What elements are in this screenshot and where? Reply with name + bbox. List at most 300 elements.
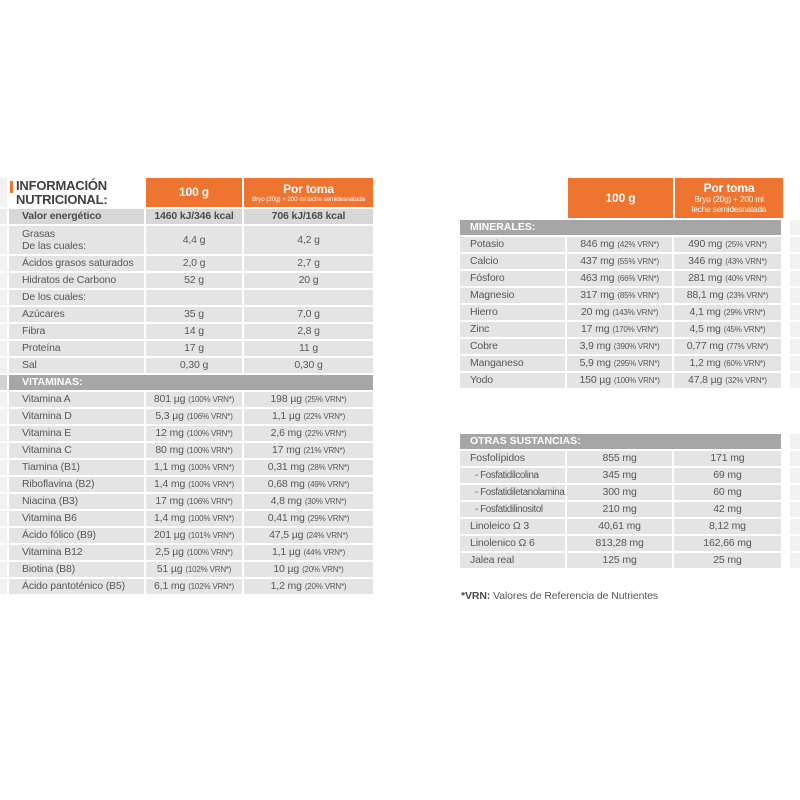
column-spacer bbox=[783, 237, 788, 252]
value-text: 4,5 mg bbox=[689, 323, 721, 336]
table-row bbox=[0, 511, 375, 526]
column-spacer bbox=[783, 485, 788, 500]
value-100g bbox=[567, 502, 671, 517]
value-por-toma bbox=[244, 290, 373, 305]
value-100g bbox=[146, 209, 242, 224]
value-text: 846 mg bbox=[580, 238, 615, 251]
vrn-percent: (295% VRN*) bbox=[613, 358, 660, 368]
value-por-toma bbox=[674, 322, 781, 337]
table-row bbox=[460, 502, 800, 517]
value-100g bbox=[146, 426, 242, 441]
por-toma-subtitle-line2: leche semidesnatada bbox=[691, 203, 767, 214]
orange-accent-bar bbox=[10, 181, 13, 193]
row-label: Vitamina B6 bbox=[9, 511, 144, 526]
minerals-section bbox=[460, 220, 800, 388]
other-substances-section bbox=[460, 434, 800, 568]
row-edge-strip bbox=[0, 409, 7, 424]
vrn-percent: (55% VRN*) bbox=[617, 256, 659, 266]
value-100g bbox=[146, 290, 242, 305]
value-text: 1,2 mg bbox=[270, 580, 302, 593]
row-label: Biotina (B8) bbox=[9, 562, 144, 577]
value-por-toma bbox=[674, 373, 781, 388]
vrn-footnote bbox=[460, 590, 800, 602]
row-label: Vitamina A bbox=[9, 392, 144, 407]
table-row bbox=[460, 322, 800, 337]
value-text: 346 mg bbox=[688, 255, 723, 268]
value-text: 2,5 µg bbox=[155, 546, 184, 559]
table-row bbox=[460, 519, 800, 534]
column-spacer bbox=[783, 373, 788, 388]
table-row bbox=[0, 256, 375, 271]
value-100g bbox=[146, 358, 242, 373]
column-spacer bbox=[783, 536, 788, 551]
value-text: 4,8 mg bbox=[270, 495, 302, 508]
left-header-row bbox=[0, 178, 375, 207]
value-text: 69 mg bbox=[713, 469, 742, 482]
value-text: 1,4 mg bbox=[153, 478, 186, 491]
vrn-percent: (45% VRN*) bbox=[723, 324, 766, 334]
value-text: 10 µg bbox=[273, 563, 300, 576]
vrn-percent: (100% VRN*) bbox=[613, 375, 660, 385]
vrn-percent: (32% VRN*) bbox=[725, 375, 767, 385]
row-edge-strip bbox=[790, 434, 800, 449]
value-por-toma bbox=[244, 426, 373, 441]
value-text: 40,61 mg bbox=[598, 520, 641, 533]
value-100g bbox=[567, 339, 671, 354]
value-text: 12 mg bbox=[155, 427, 184, 440]
value-text: 490 mg bbox=[688, 238, 723, 251]
table-row bbox=[0, 460, 375, 475]
value-por-toma bbox=[674, 288, 781, 303]
value-text: 300 mg bbox=[602, 486, 637, 499]
row-label: Magnesio bbox=[460, 288, 565, 303]
table-row bbox=[460, 254, 800, 269]
vrn-percent: (43% VRN*) bbox=[725, 256, 767, 266]
vrn-percent: (100% VRN*) bbox=[186, 428, 233, 438]
row-edge-strip bbox=[790, 485, 800, 500]
value-text: 1,1 µg bbox=[271, 546, 301, 559]
vrn-percent: (29% VRN*) bbox=[723, 307, 766, 317]
value-100g bbox=[146, 307, 242, 322]
value-100g bbox=[146, 409, 242, 424]
vrn-percent: (44% VRN*) bbox=[303, 547, 346, 557]
row-edge-strip bbox=[790, 254, 800, 269]
row-label: Fósforo bbox=[460, 271, 565, 286]
col-header-por-toma bbox=[244, 178, 373, 207]
row-edge-strip bbox=[0, 256, 7, 271]
column-spacer bbox=[783, 434, 788, 449]
col-header-100g bbox=[146, 178, 242, 207]
row-label: Linolenico Ω 6 bbox=[460, 536, 565, 551]
value-text: 855 mg bbox=[602, 452, 637, 465]
value-100g bbox=[567, 519, 671, 534]
vrn-percent: (42% VRN*) bbox=[617, 239, 659, 249]
value-por-toma bbox=[244, 528, 373, 543]
value-text: 281 mg bbox=[688, 272, 723, 285]
value-por-toma bbox=[674, 536, 781, 551]
vrn-percent: (100% VRN*) bbox=[186, 445, 233, 455]
right-header-row bbox=[460, 178, 800, 218]
vrn-percent: (25% VRN*) bbox=[304, 394, 347, 404]
value-text: 1,4 mg bbox=[153, 512, 186, 525]
row-edge-strip bbox=[790, 305, 800, 320]
table-row bbox=[0, 477, 375, 492]
row-edge-strip bbox=[790, 519, 800, 534]
row-label: - Fosfatidilcolina bbox=[460, 468, 565, 483]
vrn-percent: (20% VRN*) bbox=[302, 564, 344, 574]
value-text: 706 kJ/168 kcal bbox=[271, 210, 346, 223]
row-edge-strip bbox=[790, 468, 800, 483]
table-row bbox=[0, 324, 375, 339]
vrn-percent: (66% VRN*) bbox=[617, 273, 659, 283]
value-text: 0,31 mg bbox=[267, 461, 305, 474]
vrn-percent: (100% VRN*) bbox=[188, 479, 235, 489]
value-text: 88,1 mg bbox=[686, 289, 724, 302]
row-label: Yodo bbox=[460, 373, 565, 388]
value-100g bbox=[146, 324, 242, 339]
table-row bbox=[0, 528, 375, 543]
value-text: 42 mg bbox=[713, 503, 742, 516]
value-text: 2,6 mg bbox=[270, 427, 302, 440]
value-text: 3,9 mg bbox=[579, 340, 611, 353]
value-100g bbox=[567, 305, 671, 320]
nutrition-table-general bbox=[0, 178, 375, 596]
value-100g bbox=[146, 341, 242, 356]
row-edge-strip bbox=[0, 460, 7, 475]
value-por-toma bbox=[244, 562, 373, 577]
por-toma-subtitle-line1: Bryo (20g) + 200 ml bbox=[694, 194, 764, 204]
value-por-toma bbox=[674, 451, 781, 466]
vrn-percent: (106% VRN*) bbox=[186, 411, 233, 421]
value-text: 198 µg bbox=[270, 393, 302, 406]
value-100g bbox=[146, 511, 242, 526]
vrn-percent: (143% VRN*) bbox=[612, 307, 659, 317]
value-text: 125 mg bbox=[602, 554, 637, 567]
value-100g bbox=[146, 562, 242, 577]
row-edge-strip bbox=[0, 226, 7, 254]
row-label-line2: De las cuales: bbox=[22, 240, 86, 252]
row-edge-strip bbox=[790, 271, 800, 286]
row-edge-strip bbox=[0, 290, 7, 305]
value-text: 1,2 mg bbox=[689, 357, 721, 370]
value-text: 1,1 µg bbox=[271, 410, 301, 423]
value-100g bbox=[567, 536, 671, 551]
value-100g bbox=[146, 460, 242, 475]
table-row bbox=[460, 356, 800, 371]
vrn-percent: (102% VRN*) bbox=[185, 564, 232, 574]
value-text: 0,77 mg bbox=[686, 340, 724, 353]
vrn-percent: (77% VRN*) bbox=[726, 341, 769, 351]
vrn-percent: (21% VRN*) bbox=[303, 445, 345, 455]
table-row bbox=[460, 339, 800, 354]
value-text: 5,3 µg bbox=[155, 410, 184, 423]
row-edge-strip bbox=[790, 339, 800, 354]
row-label: Calcio bbox=[460, 254, 565, 269]
value-100g bbox=[146, 477, 242, 492]
title-line2: NUTRICIONAL: bbox=[16, 191, 108, 207]
row-edge-strip bbox=[0, 392, 7, 407]
row-edge-strip bbox=[0, 209, 7, 224]
left-table-rows bbox=[0, 209, 375, 594]
row-label: Vitamina D bbox=[9, 409, 144, 424]
table-row bbox=[0, 443, 375, 458]
table-row bbox=[460, 485, 800, 500]
value-por-toma bbox=[674, 254, 781, 269]
row-label: - Fosfatidiletanolamina bbox=[460, 485, 565, 500]
row-label-line1: Grasas bbox=[22, 227, 55, 240]
col-header-100g-label: 100 g bbox=[605, 190, 636, 205]
row-label: Valor energético bbox=[9, 209, 144, 224]
table-row bbox=[460, 305, 800, 320]
value-text: 11 g bbox=[298, 342, 319, 355]
value-por-toma bbox=[244, 256, 373, 271]
row-label: Hidratos de Carbono bbox=[9, 273, 144, 288]
value-por-toma bbox=[244, 511, 373, 526]
vrn-footnote-abbr: *VRN: bbox=[461, 590, 491, 602]
por-toma-label: Por toma bbox=[283, 181, 334, 196]
table-row bbox=[0, 409, 375, 424]
row-label: Hierro bbox=[460, 305, 565, 320]
row-label: Manganeso bbox=[460, 356, 565, 371]
table-row bbox=[460, 237, 800, 252]
col-header-por-toma bbox=[675, 178, 783, 218]
row-edge-strip bbox=[790, 288, 800, 303]
value-text: 2,7 g bbox=[297, 257, 320, 270]
table-row bbox=[460, 451, 800, 466]
vrn-percent: (390% VRN*) bbox=[613, 341, 660, 351]
row-label: Ácido pantoténico (B5) bbox=[9, 579, 144, 594]
row-label: Riboflavina (B2) bbox=[9, 477, 144, 492]
section-title: OTRAS SUSTANCIAS: bbox=[460, 434, 781, 449]
row-label: Fosfolípidos bbox=[460, 451, 565, 466]
value-100g bbox=[146, 256, 242, 271]
row-edge-strip bbox=[790, 356, 800, 371]
value-por-toma bbox=[244, 579, 373, 594]
table-row bbox=[460, 536, 800, 551]
row-label: Niacina (B3) bbox=[9, 494, 144, 509]
value-text: 162,66 mg bbox=[703, 537, 752, 550]
vrn-percent: (100% VRN*) bbox=[186, 547, 233, 557]
row-edge-strip bbox=[0, 511, 7, 526]
section-header-vitaminas bbox=[0, 375, 375, 390]
value-100g bbox=[146, 494, 242, 509]
value-100g bbox=[567, 553, 671, 568]
value-100g bbox=[567, 271, 671, 286]
value-text: 17 mg bbox=[580, 323, 610, 336]
column-spacer bbox=[783, 519, 788, 534]
value-text: 0,30 g bbox=[294, 359, 323, 372]
value-por-toma bbox=[674, 485, 781, 500]
nutrition-table-minerals-others bbox=[460, 178, 800, 602]
row-edge-strip bbox=[790, 373, 800, 388]
column-spacer bbox=[783, 288, 788, 303]
value-por-toma bbox=[674, 502, 781, 517]
vrn-percent: (102% VRN*) bbox=[188, 581, 235, 591]
value-text: 171 mg bbox=[710, 452, 745, 465]
row-edge-strip bbox=[790, 220, 800, 235]
value-100g bbox=[567, 254, 671, 269]
vrn-percent: (24% VRN*) bbox=[306, 530, 348, 540]
value-por-toma bbox=[674, 271, 781, 286]
value-100g bbox=[567, 288, 671, 303]
value-100g bbox=[567, 373, 671, 388]
value-100g bbox=[146, 528, 242, 543]
value-text: 7,0 g bbox=[297, 308, 320, 321]
col-header-100g-label: 100 g bbox=[179, 185, 209, 199]
value-text: 1,1 mg bbox=[153, 461, 186, 474]
value-por-toma bbox=[244, 392, 373, 407]
row-label: Cobre bbox=[460, 339, 565, 354]
vrn-percent: (100% VRN*) bbox=[188, 394, 235, 404]
row-edge-strip bbox=[0, 477, 7, 492]
value-por-toma bbox=[674, 305, 781, 320]
column-spacer bbox=[783, 451, 788, 466]
value-por-toma bbox=[244, 273, 373, 288]
row-label: Vitamina C bbox=[9, 443, 144, 458]
column-spacer bbox=[783, 254, 788, 269]
column-spacer bbox=[783, 305, 788, 320]
column-spacer bbox=[783, 339, 788, 354]
column-spacer bbox=[783, 502, 788, 517]
row-edge-strip bbox=[0, 273, 7, 288]
row-edge-strip bbox=[0, 426, 7, 441]
row-edge-strip bbox=[0, 443, 7, 458]
value-100g bbox=[146, 226, 242, 254]
value-text: 5,9 mg bbox=[579, 357, 611, 370]
value-por-toma bbox=[674, 519, 781, 534]
row-label: Ácido fólico (B9) bbox=[9, 528, 144, 543]
row-edge-strip bbox=[0, 579, 7, 594]
value-text: 47,5 µg bbox=[269, 529, 304, 542]
table-row bbox=[0, 562, 375, 577]
value-text: 437 mg bbox=[580, 255, 615, 268]
table-row bbox=[460, 468, 800, 483]
column-spacer bbox=[783, 356, 788, 371]
row-valor-energetico bbox=[0, 209, 375, 224]
value-por-toma bbox=[244, 226, 373, 254]
vrn-percent: (49% VRN*) bbox=[307, 479, 350, 489]
table-row bbox=[460, 373, 800, 388]
value-text: 317 mg bbox=[580, 289, 615, 302]
row-edge-strip bbox=[0, 545, 7, 560]
value-text: 6,1 mg bbox=[153, 580, 186, 593]
table-row bbox=[0, 494, 375, 509]
value-text: 60 mg bbox=[713, 486, 742, 499]
column-spacer bbox=[783, 553, 788, 568]
vrn-percent: (60% VRN*) bbox=[723, 358, 766, 368]
value-por-toma bbox=[244, 307, 373, 322]
value-text: 52 g bbox=[184, 274, 204, 287]
row-edge-strip bbox=[0, 375, 7, 390]
vrn-percent: (20% VRN*) bbox=[304, 581, 347, 591]
section-header-otras-sustancias bbox=[460, 434, 800, 449]
row-label: Tiamina (B1) bbox=[9, 460, 144, 475]
column-spacer bbox=[783, 220, 788, 235]
value-por-toma bbox=[674, 339, 781, 354]
value-text: 35 g bbox=[184, 308, 204, 321]
value-por-toma bbox=[674, 356, 781, 371]
value-text: 2,8 g bbox=[297, 325, 320, 338]
row-label: De los cuales: bbox=[9, 290, 144, 305]
table-row bbox=[460, 288, 800, 303]
row-edge-strip bbox=[0, 528, 7, 543]
value-100g bbox=[567, 468, 671, 483]
header-empty-cell bbox=[460, 178, 566, 218]
value-100g bbox=[146, 579, 242, 594]
vrn-percent: (23% VRN*) bbox=[726, 290, 769, 300]
value-text: 801 µg bbox=[153, 393, 186, 406]
row-edge-strip bbox=[0, 494, 7, 509]
row-edge-strip bbox=[790, 322, 800, 337]
row-label: Zinc bbox=[460, 322, 565, 337]
value-text: 0,68 mg bbox=[267, 478, 305, 491]
row-edge-strip bbox=[790, 502, 800, 517]
value-text: 4,4 g bbox=[182, 233, 206, 246]
value-text: 20 g bbox=[298, 274, 319, 287]
value-100g bbox=[146, 273, 242, 288]
table-row bbox=[0, 358, 375, 373]
row-label: Potasio bbox=[460, 237, 565, 252]
value-por-toma bbox=[244, 209, 373, 224]
row-label: Vitamina E bbox=[9, 426, 144, 441]
value-text: 4,1 mg bbox=[689, 306, 721, 319]
table-row bbox=[0, 226, 375, 254]
value-por-toma bbox=[674, 237, 781, 252]
vrn-percent: (22% VRN*) bbox=[303, 411, 346, 421]
value-por-toma bbox=[244, 477, 373, 492]
value-por-toma bbox=[674, 553, 781, 568]
row-label: Fibra bbox=[9, 324, 144, 339]
row-label: Vitamina B12 bbox=[9, 545, 144, 560]
value-text: 25 mg bbox=[713, 554, 742, 567]
row-edge-strip bbox=[790, 553, 800, 568]
value-text: 17 g bbox=[184, 342, 204, 355]
column-spacer bbox=[783, 271, 788, 286]
row-edge-strip bbox=[0, 562, 7, 577]
value-por-toma bbox=[244, 324, 373, 339]
table-row bbox=[0, 290, 375, 305]
column-spacer bbox=[783, 468, 788, 483]
nutrition-info-title bbox=[9, 178, 144, 207]
value-text: 2,0 g bbox=[182, 257, 206, 270]
section-title: VITAMINAS: bbox=[9, 375, 373, 390]
vrn-footnote-text: Valores de Referencia de Nutrientes bbox=[490, 590, 659, 602]
column-spacer bbox=[783, 322, 788, 337]
por-toma-subtitle: Bryo (20g) + 200 ml leche semidesnatada bbox=[252, 195, 365, 203]
row-label: Azúcares bbox=[9, 307, 144, 322]
value-por-toma bbox=[244, 358, 373, 373]
value-por-toma bbox=[244, 409, 373, 424]
value-text: 8,12 mg bbox=[708, 520, 746, 533]
value-text: 345 mg bbox=[602, 469, 637, 482]
value-text: 14 g bbox=[184, 325, 204, 338]
row-edge-strip bbox=[0, 358, 7, 373]
vrn-percent: (101% VRN*) bbox=[188, 530, 235, 540]
value-por-toma bbox=[244, 341, 373, 356]
row-edge-strip bbox=[0, 324, 7, 339]
col-header-100g bbox=[568, 178, 673, 218]
value-100g bbox=[567, 237, 671, 252]
value-100g bbox=[567, 451, 671, 466]
value-text: 463 mg bbox=[580, 272, 615, 285]
value-text: 4,2 g bbox=[297, 233, 320, 246]
header-edge-spacer bbox=[0, 178, 7, 207]
row-label: Jalea real bbox=[460, 553, 565, 568]
value-text: 47,8 µg bbox=[688, 374, 723, 387]
table-row bbox=[460, 553, 800, 568]
value-100g bbox=[567, 322, 671, 337]
row-edge-strip bbox=[0, 307, 7, 322]
